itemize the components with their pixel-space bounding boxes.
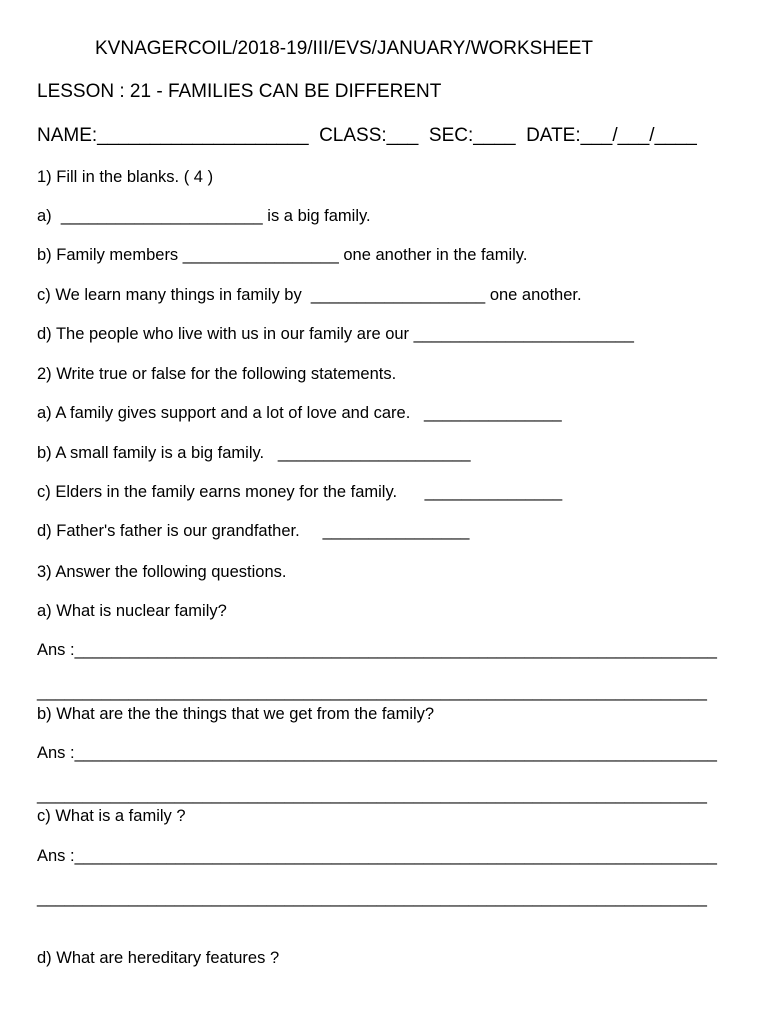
question-c: c) What is a family ? [37,807,186,825]
lesson-title: LESSON : 21 - FAMILIES CAN BE DIFFERENT [37,81,442,102]
answer-b-line1: Ans :______________________________________________________________________ [37,744,717,762]
answer-b-line2: _________________________________________________________________________ [37,786,707,804]
fill-blank-a: a) ______________________ is a big family. [37,207,371,225]
fill-blank-d: d) The people who live with us in our family are our ________________________ [37,325,634,343]
answer-a-line1: Ans :______________________________________________________________________ [37,641,717,659]
fill-blank-c: c) We learn many things in family by ___________________ one another. [37,286,582,304]
section3-heading: 3) Answer the following questions. [37,563,287,581]
question-a: a) What is nuclear family? [37,602,227,620]
true-false-d: d) Father's father is our grandfather. ________________ [37,522,470,540]
name-class-date-line: NAME:____________________ CLASS:___ SEC:____ DATE:___/___/____ [37,125,697,146]
fill-blank-b: b) Family members _________________ one another in the family. [37,246,528,264]
true-false-c: c) Elders in the family earns money for the family. _______________ [37,483,563,501]
question-b: b) What are the the things that we get from the family? [37,705,435,723]
question-d: d) What are hereditary features ? [37,949,280,967]
section2-heading: 2) Write true or false for the following statements. [37,365,397,383]
answer-c-line1: Ans :______________________________________________________________________ [37,847,717,865]
answer-c-line2: _________________________________________________________________________ [37,889,707,907]
section1-heading: 1) Fill in the blanks. ( 4 ) [37,168,214,186]
true-false-b: b) A small family is a big family. _____________________ [37,444,471,462]
true-false-a: a) A family gives support and a lot of love and care. _______________ [37,404,562,422]
worksheet-code: KVNAGERCOIL/2018-19/III/EVS/JANUARY/WORKSHEET [95,38,594,59]
answer-a-line2: _________________________________________________________________________ [37,683,707,701]
